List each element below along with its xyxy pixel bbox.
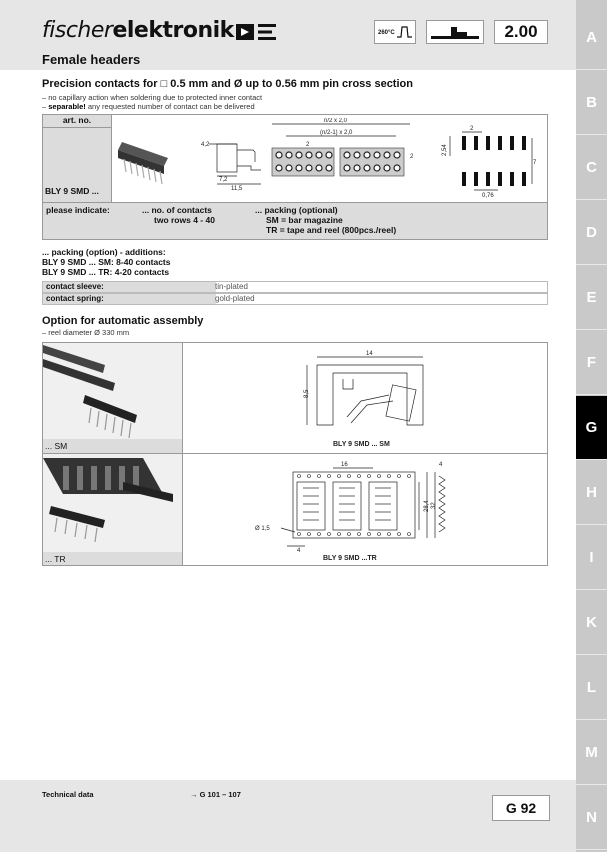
svg-text:8,5: 8,5 — [304, 389, 310, 398]
note-capillary: – no capillary action when soldering due to protected inner contact — [42, 93, 263, 102]
packing-option: ... packing (optional) — [255, 205, 338, 215]
chapter-tab-i[interactable]: I — [576, 526, 607, 590]
packing-sm: SM = bar magazine — [266, 215, 343, 225]
property-row: contact spring: gold-plated — [42, 293, 548, 305]
svg-text:n/2 x 2,0: n/2 x 2,0 — [324, 118, 348, 124]
chapter-tab-f[interactable]: F — [576, 331, 607, 395]
additions-sm: BLY 9 SMD ... SM: 8-40 contacts — [42, 257, 171, 267]
page-number: G 92 — [492, 795, 550, 821]
chapter-tab-n[interactable]: N — [576, 786, 607, 850]
svg-text:260°C: 260°C — [378, 30, 395, 36]
footprint-drawing — [438, 122, 538, 202]
reel-note: – reel diameter Ø 330 mm — [42, 328, 130, 337]
chapter-tab-e[interactable]: E — [576, 266, 607, 330]
art-no-header: art. no. — [43, 115, 111, 128]
side-view-drawing — [195, 132, 275, 194]
svg-text:2: 2 — [470, 126, 474, 132]
reflow-temperature-icon — [374, 20, 416, 44]
svg-text:28,4: 28,4 — [424, 500, 430, 512]
svg-text:Ø 1,5: Ø 1,5 — [255, 526, 270, 532]
chapter-tab-m[interactable]: M — [576, 721, 607, 785]
svg-text:BLY 9 SMD ...TR: BLY 9 SMD ...TR — [323, 555, 377, 562]
svg-text:32: 32 — [431, 502, 437, 509]
additions-heading: ... packing (option) - additions: — [42, 247, 166, 257]
tr-tape-drawing — [183, 454, 547, 566]
assembly-heading: Option for automatic assembly — [42, 315, 204, 327]
svg-text:4: 4 — [439, 462, 443, 468]
part-number: BLY 9 SMD ... — [45, 186, 99, 196]
svg-text:0,76: 0,76 — [482, 193, 494, 199]
indicate-label: please indicate: — [46, 205, 110, 215]
contacts-option: ... no. of contacts — [142, 205, 212, 215]
footer-label: Technical data — [42, 790, 94, 799]
chapter-tab-k[interactable]: K — [576, 591, 607, 655]
svg-text:2: 2 — [410, 154, 414, 160]
chapter-tab-h[interactable]: H — [576, 461, 607, 525]
svg-text:7: 7 — [533, 160, 537, 166]
top-view-drawing — [268, 118, 418, 186]
smd-mount-icon — [426, 20, 484, 44]
svg-text:(n/2-1) x 2,0: (n/2-1) x 2,0 — [320, 130, 353, 136]
additions-tr: BLY 9 SMD ... TR: 4-20 contacts — [42, 267, 170, 277]
section-code: 2.00 — [494, 20, 548, 44]
property-row: contact sleeve: tin-plated — [42, 281, 548, 293]
footer-reference-link[interactable]: → G 101 – 107 — [190, 790, 241, 799]
svg-text:11,5: 11,5 — [231, 186, 243, 192]
brand-logo: fischerelektronik — [42, 18, 234, 43]
contacts-range: two rows 4 - 40 — [154, 215, 215, 225]
chapter-tab-a[interactable]: A — [576, 6, 607, 70]
svg-text:4,2: 4,2 — [201, 142, 210, 148]
svg-text:2,54: 2,54 — [442, 144, 448, 156]
sm-photo — [43, 343, 182, 439]
packing-tr: TR = tape and reel (800pcs./reel) — [266, 225, 397, 235]
tr-label: ... TR — [45, 554, 66, 564]
svg-text:16: 16 — [341, 462, 348, 468]
svg-text:2: 2 — [306, 142, 310, 148]
svg-text:7,2: 7,2 — [219, 177, 228, 183]
svg-text:4: 4 — [297, 548, 301, 554]
chapter-tab-g[interactable]: G — [576, 396, 607, 460]
precision-heading: Precision contacts for □ 0.5 mm and Ø up to 0.56 mm pin cross section — [42, 78, 413, 90]
logo-mark-icon — [236, 22, 278, 42]
page-title: Female headers — [42, 52, 141, 67]
svg-text:14: 14 — [366, 351, 373, 357]
sm-magazine-drawing — [183, 343, 547, 453]
note-separable: – separable! any requested number of contact can be delivered — [42, 102, 255, 111]
product-photo — [112, 128, 192, 188]
chapter-tab-d[interactable]: D — [576, 201, 607, 265]
chapter-tab-c[interactable]: C — [576, 136, 607, 200]
svg-text:BLY 9 SMD ... SM: BLY 9 SMD ... SM — [333, 441, 390, 448]
tr-photo — [43, 454, 182, 552]
sm-label: ... SM — [45, 441, 68, 451]
chapter-tab-b[interactable]: B — [576, 71, 607, 135]
chapter-index — [576, 0, 607, 852]
chapter-tab-l[interactable]: L — [576, 656, 607, 720]
